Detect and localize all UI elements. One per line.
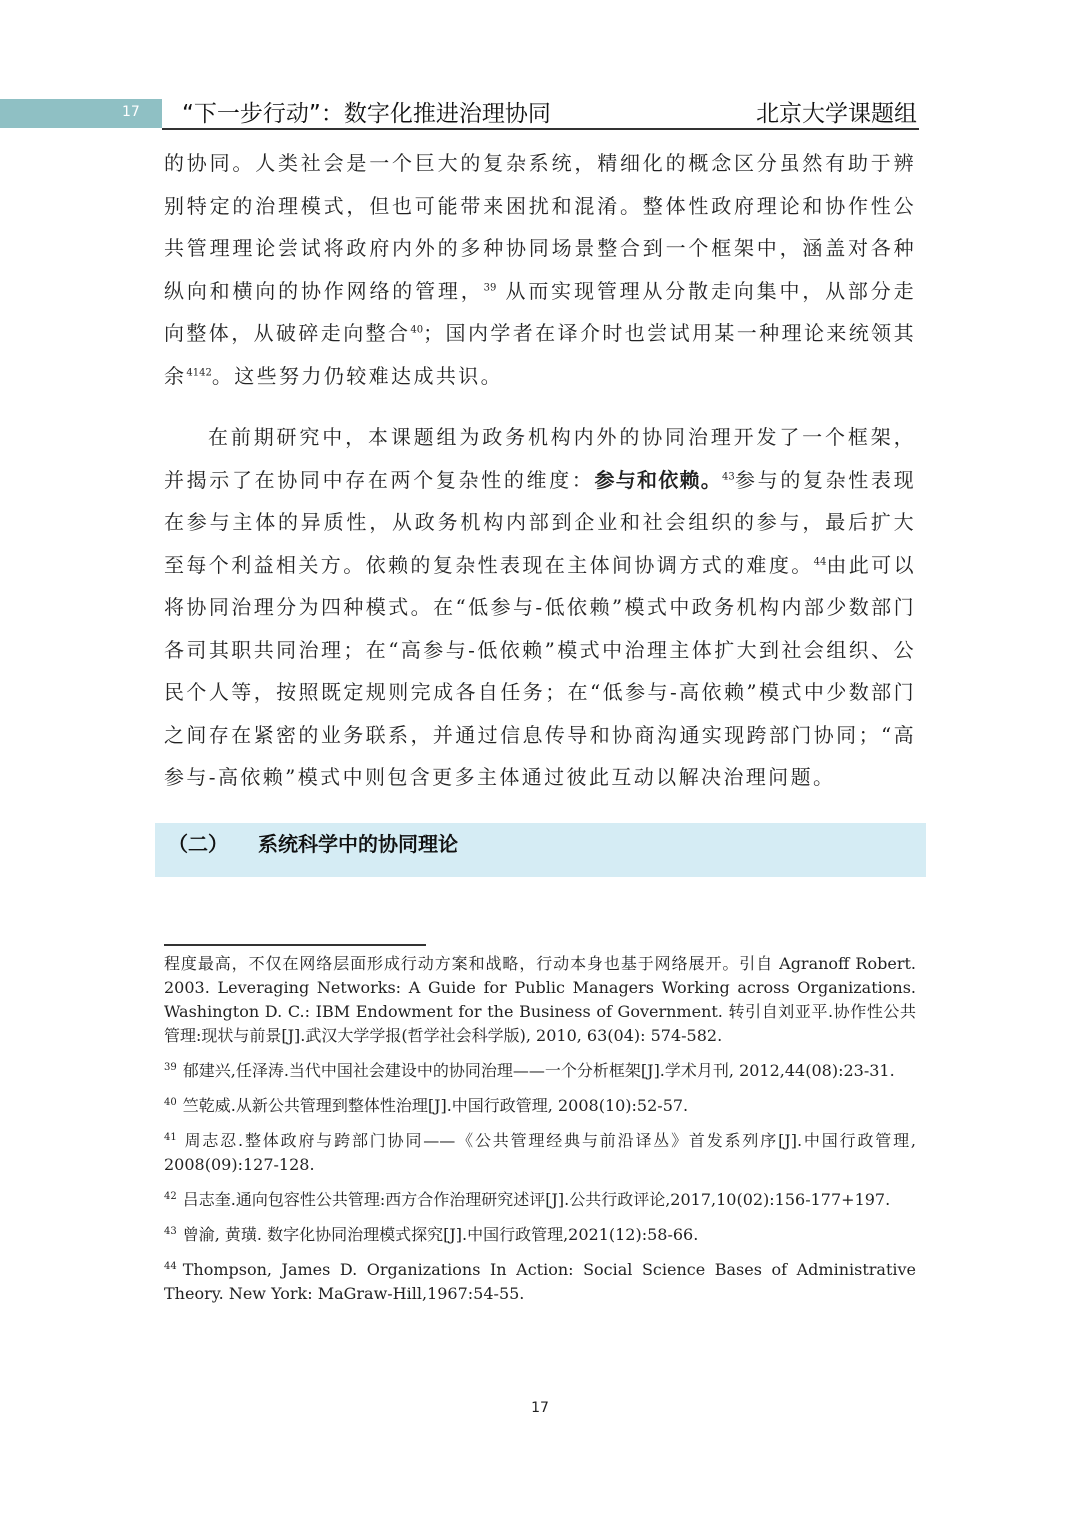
header-organization: 北京大学课题组 [756,101,917,127]
paragraph-2-text-1: 在前期研究中，本课题组为政务机构内外的协同治理开发了一个框架，并揭示了在协同中存在两个复杂性的维度： [164,425,916,492]
header-rule [162,128,919,130]
section-title: 系统科学中的协同理论 [258,832,458,856]
footnote-text: 曾渝, 黄璜. 数字化协同治理模式探究[J].中国行政管理,2021(12):58-66. [182,1225,699,1244]
footnote-text: 竺乾威.从新公共管理到整体性治理[J].中国行政管理, 2008(10):52-57. [182,1096,689,1115]
footnote-number: 42 [164,1190,177,1202]
footnote-40 [164,1094,916,1118]
footnote-number: 43 [164,1225,177,1237]
paragraph-1-text-2: 从而实现管理从分散走向集中，从部分走向整体，从破碎走向整合 [164,278,916,345]
paragraph-1-text-4: 。这些努力仍较难达成共识。 [211,363,504,388]
footnote-text: 周志忍.整体政府与跨部门协同——《公共管理经典与前沿译丛》首发系列序[J].中国行政管理, 2008(09):127-128. [164,1131,916,1174]
footnote-ref-41-42[interactable]: 4142 [186,366,212,378]
footnote-ref-43[interactable]: 43 [722,470,735,482]
footnote-ref-44[interactable]: 44 [813,555,827,567]
paragraph-2-bold-text: 参与和依赖。 [594,467,723,492]
footnote-ref-40[interactable]: 40 [410,324,424,336]
footnote-ref-39[interactable]: 39 [483,281,497,293]
paragraph-1 [164,142,916,397]
paragraph-2-text-3: 由此可以将协同治理分为四种模式。在“低参与-低依赖”模式中政务机构内部少数部门各司其职共同治理；在“高参与-低依赖”模式中治理主体扩大到社会组织、公民个人等，按照既定规则完成各自任务；在“低参与-高依赖”模式中少数部门之间存在紧密的业务联系，并通过信息传导和协商沟通实现跨部门协同；“高参与-高依赖”模式中则包含更多主体通过彼此互动以解决治理问题。 [164,552,916,789]
header-title: “下一步行动”：数字化推进治理协同 [182,101,551,127]
paragraph-2-text-2: 参与的复杂性表现在参与主体的异质性，从政务机构内部到企业和社会组织的参与，最后扩大至每个利益相关方。依赖的复杂性表现在主体间协调方式的难度。 [164,467,916,577]
paragraph-2 [164,416,916,799]
section-number: （二） [168,832,228,856]
footnote-39 [164,1059,916,1083]
footnote-44 [164,1258,916,1306]
footnotes [164,952,916,1317]
footnote-number: 44 [164,1260,177,1272]
footnote-43 [164,1223,916,1247]
footnote-number: 41 [164,1131,177,1143]
footnote-text: 郁建兴,任泽涛.当代中国社会建设中的协同治理——一个分析框架[J].学术月刊, 2012,44(08):23-31. [182,1061,895,1080]
footnote-42 [164,1188,916,1212]
footnote-number: 40 [164,1096,177,1108]
header-page-number: 17 [122,104,140,120]
footnote-41 [164,1129,916,1177]
paragraph-1-text-3: ；国内学者在译介时也尝试用某一种理论来统领其余 [164,321,916,388]
footnote-text: 吕志奎.通向包容性公共管理:西方合作治理研究述评[J].公共行政评论,2017,10(02):156-177+197. [182,1190,891,1209]
footer-page-number: 17 [531,1400,549,1416]
footnote-text: Thompson, James D. Organizations In Action: Social Science Bases of Administrative Theory. New York: MaGraw-Hill,1967:54-55. [164,1260,916,1303]
footnote-separator [164,944,426,946]
footnote-number: 39 [164,1061,177,1073]
paragraph-1-text-1: 的协同。人类社会是一个巨大的复杂系统，精细化的概念区分虽然有助于辨别特定的治理模式，但也可能带来困扰和混淆。整体性政府理论和协作性公共管理理论尝试将政府内外的多种协同场景整合到一个框架中，涵盖对各种纵向和横向的协作网络的管理， [164,151,916,303]
footnote-continuation: 程度最高，不仅在网络层面形成行动方案和战略，行动本身也基于网络展开。引自 Agranoff Robert. 2003. Leveraging Networks: A Guide for Public Managers Working across Organizations. Washington D. C.: IBM Endowment for the Business of Government. 转引自刘亚平.协作性公共管理:现状与前景[J].武汉大学学报(哲学社会科学版), 2010, 63(04): 574-582. [164,954,916,1045]
section-heading [168,829,458,859]
